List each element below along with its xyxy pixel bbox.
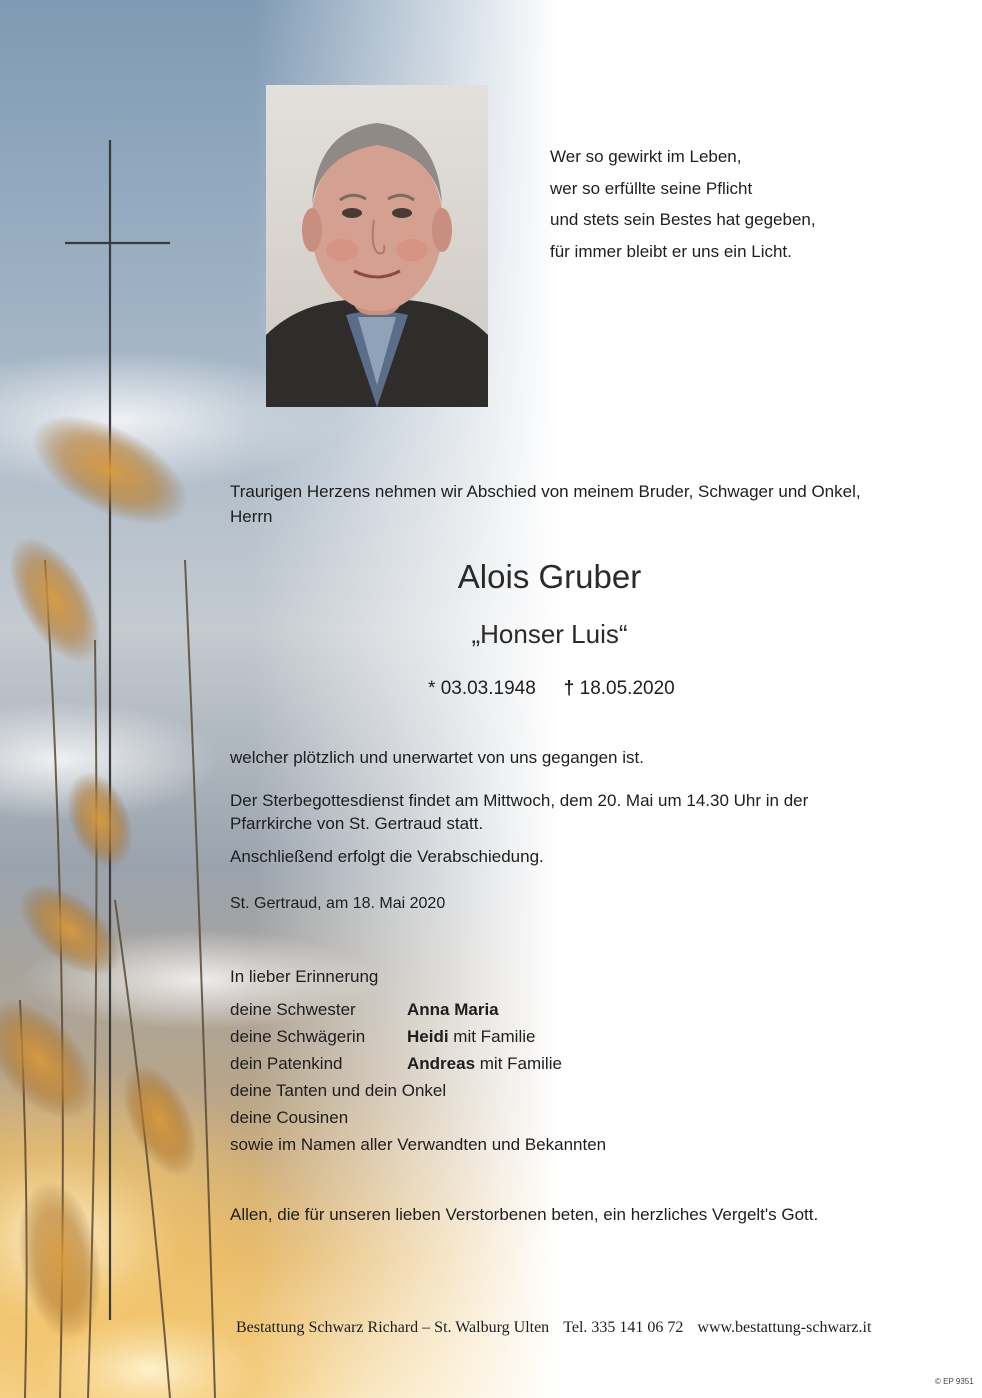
mourner-suffix: mit Familie <box>453 1027 536 1046</box>
death-cross-icon: † <box>563 678 575 699</box>
mourner-row <box>230 996 499 1023</box>
mourner-name: Anna Maria <box>407 1000 499 1019</box>
poem <box>550 141 816 267</box>
deceased-name: Alois Gruber <box>457 558 642 595</box>
mourners-heading: In lieber Erinnerung <box>230 967 379 986</box>
passing-text: welcher plötzlich und unerwartet von uns gegangen ist. <box>230 748 644 767</box>
service-text: Der Sterbegottesdienst findet am Mittwoch, dem 20. Mai um 14.30 Uhr in der Pfarrkirche von St. Gertraud statt. <box>230 791 809 833</box>
mourner-line: sowie im Namen aller Verwandten und Bekannten <box>230 1135 607 1154</box>
poem-line: für immer bleibt er uns ein Licht. <box>550 241 792 261</box>
footer-phone-label: Tel. <box>563 1319 588 1336</box>
birth-date: 03.03.1948 <box>440 678 536 699</box>
life-dates <box>428 675 675 703</box>
footer-phone: 335 141 06 72 <box>591 1319 684 1336</box>
deceased-nickname: „Honser Luis“ <box>471 619 628 649</box>
mourner-relation: deine Schwester <box>230 1000 356 1019</box>
mourner-row <box>230 1050 562 1077</box>
mourner-name: Heidi <box>407 1027 449 1046</box>
footer-website[interactable]: www.bestattung-schwarz.it <box>697 1319 872 1336</box>
mourner-name: Andreas <box>407 1054 476 1073</box>
mourner-relation: dein Patenkind <box>230 1054 343 1073</box>
poem-line: und stets sein Bestes hat gegeben, <box>550 210 816 229</box>
footer-company: Bestattung Schwarz Richard – St. Walburg Ulten <box>236 1319 550 1336</box>
mourner-line: deine Cousinen <box>230 1108 349 1127</box>
funeral-home-footer <box>236 1316 871 1340</box>
place-date: St. Gertraud, am 18. Mai 2020 <box>230 895 446 912</box>
poem-line: Wer so gewirkt im Leben, <box>550 147 742 166</box>
poem-line: wer so erfüllte seine Pflicht <box>550 178 753 198</box>
mourner-relation: deine Schwägerin <box>230 1027 366 1046</box>
death-date: 18.05.2020 <box>579 678 675 699</box>
mourner-line: deine Tanten und dein Onkel <box>230 1081 447 1100</box>
thanks-text: Allen, die für unseren lieben Verstorbenen beten, ein herzliches Vergelt's Gott. <box>230 1205 819 1224</box>
farewell-text: Anschließend erfolgt die Verabschiedung. <box>230 847 544 866</box>
portrait-photo <box>266 85 488 407</box>
document-code: © EP 9351 <box>935 1377 974 1386</box>
mourner-row <box>230 1023 535 1050</box>
intro-text: Traurigen Herzens nehmen wir Abschied von meinem Bruder, Schwager und Onkel, Herrn <box>230 482 861 526</box>
birth-star-icon: * <box>428 678 436 699</box>
mourner-suffix: mit Familie <box>479 1054 562 1073</box>
